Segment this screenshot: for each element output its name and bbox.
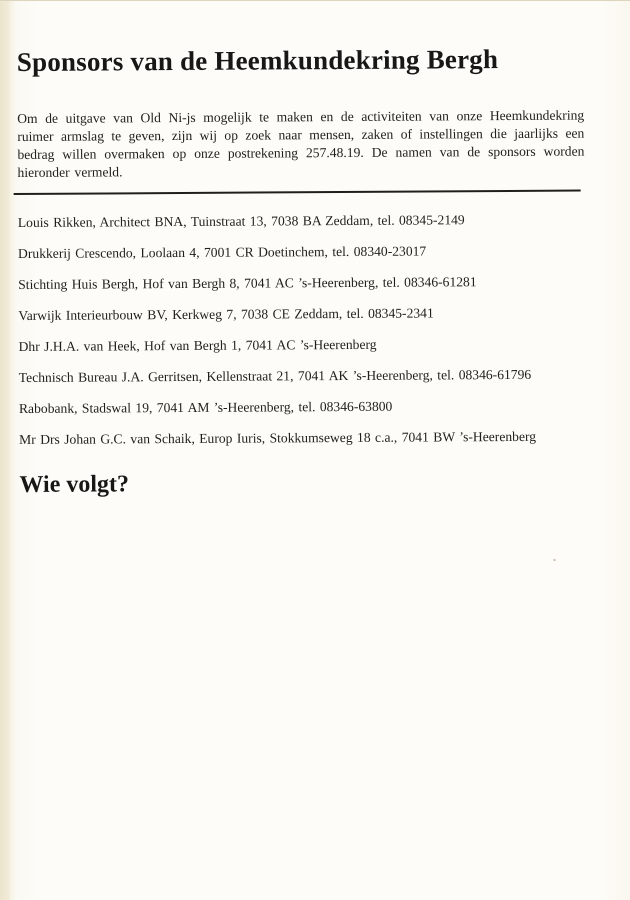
closing-question: Wie volgt? xyxy=(19,471,130,498)
sponsor-entry: Varwijk Interieurbouw BV, Kerkweg 7, 7038 CE Zeddam, tel. 08345-2341 xyxy=(18,305,434,323)
page-content xyxy=(16,0,586,499)
sponsor-entry: Drukkerij Crescendo, Loolaan 4, 7001 CR Doetinchem, tel. 08340-23017 xyxy=(17,243,427,261)
sponsor-entry: Dhr J.H.A. van Heek, Hof van Bergh 1, 7041 AC ’s-Heerenberg xyxy=(18,336,377,354)
divider-rule xyxy=(14,190,581,195)
scan-artifact-speck xyxy=(553,559,556,561)
sponsor-entry: Louis Rikken, Architect BNA, Tuinstraat 13, 7038 BA Zeddam, tel. 08345-2149 xyxy=(17,212,465,231)
sponsor-entry: Technisch Bureau J.A. Gerritsen, Kellenstraat 21, 7041 AK ’s-Heerenberg, tel. 08346-61796 xyxy=(18,366,532,385)
sponsor-list xyxy=(18,213,586,447)
sponsor-entry: Mr Drs Johan G.C. van Schaik, Europ Iuris, Stokkumseweg 18 c.a., 7041 BW ’s-Heerenberg xyxy=(19,428,537,447)
sponsor-entry: Stichting Huis Bergh, Hof van Bergh 8, 7041 AC ’s-Heerenberg, tel. 08346-61281 xyxy=(18,274,477,292)
intro-paragraph: Om de uitgave van Old Ni-js mogelijk te maken en de activiteiten van onze Heemkundekring ruimer armslag te geven, zijn wij op zoek naar mensen, zaken of instellingen die jaarlijks een bedrag willen overmaken op onze postrekening 257.48.19. De namen van de sponsors worden hieronder vermeld. xyxy=(17,107,585,181)
page-title: Sponsors van de Heemkundekring Bergh xyxy=(16,44,499,78)
sponsor-entry: Rabobank, Stadswal 19, 7041 AM ’s-Heerenberg, tel. 08346-63800 xyxy=(18,398,393,416)
page-left-edge-shading xyxy=(0,1,9,900)
